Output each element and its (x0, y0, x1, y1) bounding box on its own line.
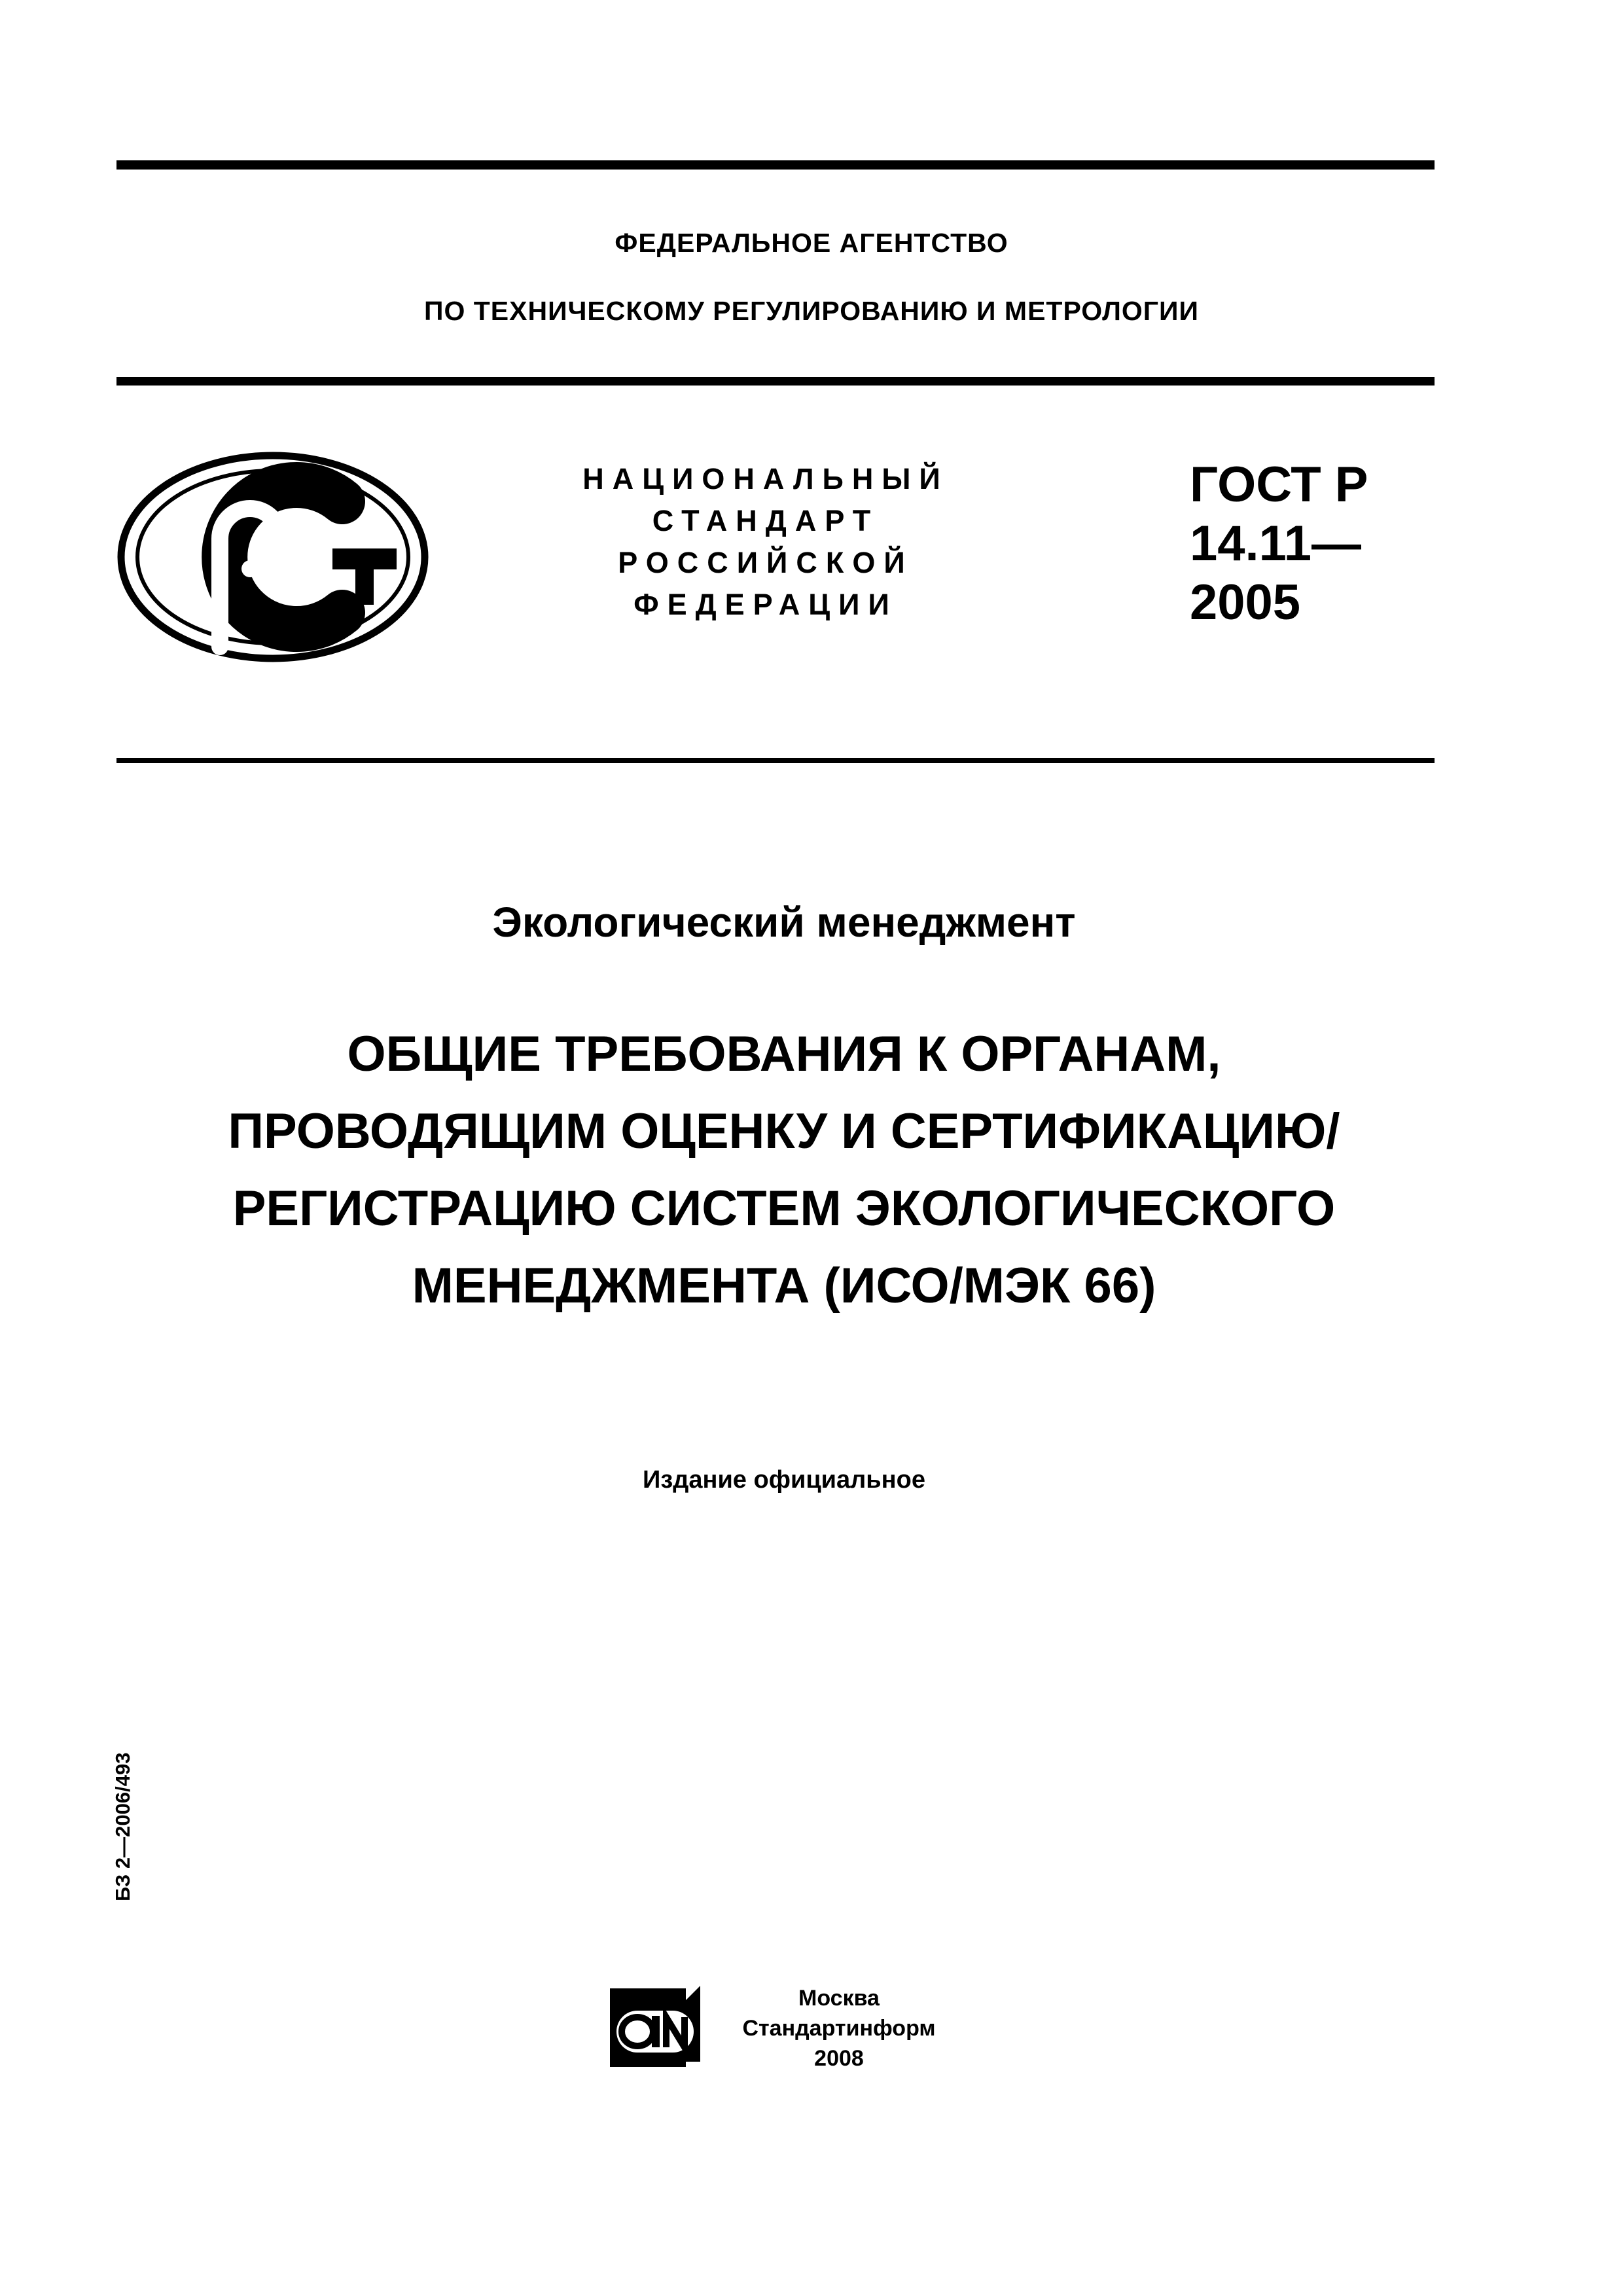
middle-rule (116, 758, 1435, 763)
standard-type-line: ФЕДЕРАЦИИ (633, 588, 898, 621)
top-rule (116, 160, 1435, 170)
sti-publisher-icon (607, 1983, 705, 2070)
document-title-line: ОБЩИЕ ТРЕБОВАНИЯ К ОРГАНАМ, (347, 1026, 1221, 1082)
standard-type-line: РОССИЙСКОЙ (618, 546, 914, 579)
standard-type-line: СТАНДАРТ (652, 504, 880, 537)
publisher-info (708, 1983, 970, 2073)
standard-type-line: НАЦИОНАЛЬНЫЙ (582, 462, 949, 495)
side-code: БЗ 2—2006/493 (111, 1752, 134, 1901)
agency-line-1: ФЕДЕРАЛЬНОЕ АГЕНТСТВО (615, 228, 1008, 258)
agency-line-2: ПО ТЕХНИЧЕСКОМУ РЕГУЛИРОВАНИЮ И МЕТРОЛОГИИ (424, 296, 1199, 326)
gost-code-line: ГОСТ Р (1190, 457, 1368, 512)
gost-code-line: 14.11— (1190, 516, 1361, 571)
publisher-name: Стандартинформ (742, 2016, 936, 2041)
edition-label: Издание официальное (643, 1466, 925, 1494)
publisher-city: Москва (798, 1986, 880, 2011)
publisher-year: 2008 (814, 2046, 864, 2071)
document-title-line: МЕНЕДЖМЕНТА (ИСО/МЭК 66) (412, 1258, 1156, 1314)
standard-type (530, 458, 1001, 626)
gost-code-line: 2005 (1190, 575, 1301, 630)
rst-emblem-icon (116, 450, 429, 664)
document-title-line: РЕГИСТРАЦИЮ СИСТЕМ ЭКОЛОГИЧЕСКОГО (232, 1181, 1336, 1236)
gost-code (1190, 456, 1368, 632)
document-subject: Экологический менеджмент (492, 899, 1076, 946)
document-title-line: ПРОВОДЯЩИМ ОЦЕНКУ И СЕРТИФИКАЦИЮ/ (228, 1103, 1340, 1159)
header-rule (116, 377, 1435, 386)
